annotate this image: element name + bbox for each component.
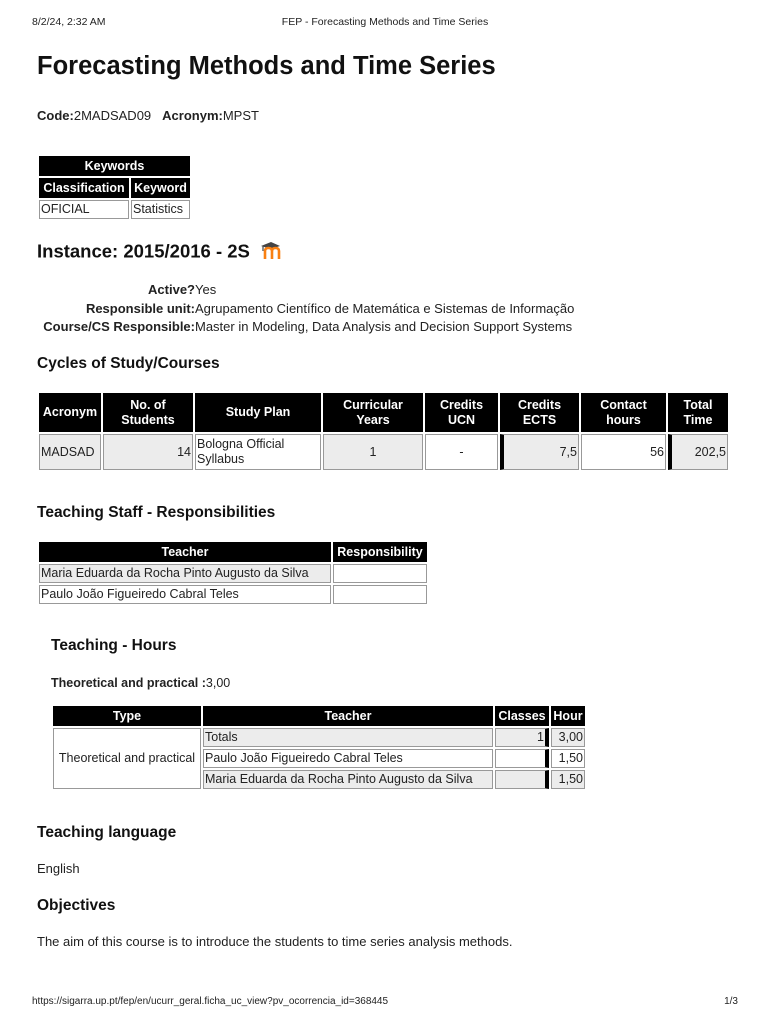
acronym-label: Acronym: [162, 108, 223, 123]
hours-teacher: Paulo João Figueiredo Cabral Teles [203, 749, 493, 768]
hours-table [51, 704, 587, 791]
cycles-header-credits-ucn: Credits UCN [425, 393, 498, 432]
hours-teacher: Totals [203, 728, 493, 747]
table-row [53, 728, 585, 747]
cycles-header-curricular-years: Curricular Years [323, 393, 423, 432]
hours-hour: 1,50 [551, 770, 585, 789]
hours-teacher: Maria Eduarda da Rocha Pinto Augusto da Silva [203, 770, 493, 789]
info-course-responsible [0, 319, 768, 337]
acronym-value: MPST [222, 108, 259, 123]
theoretical-practical-line [51, 676, 230, 690]
hours-header-classes: Classes [495, 706, 549, 726]
language-heading: Teaching language [37, 824, 177, 841]
course-responsible-label: Course/CS Responsible: [43, 319, 195, 334]
hours-classes [495, 749, 549, 768]
table-row [39, 585, 427, 604]
cycles-cell-curricular-years: 1 [323, 434, 423, 470]
cycles-header-students: No. of Students [103, 393, 193, 432]
cycles-header-credits-ects: Credits ECTS [500, 393, 579, 432]
staff-teacher: Paulo João Figueiredo Cabral Teles [39, 585, 331, 604]
staff-teacher: Maria Eduarda da Rocha Pinto Augusto da Silva [39, 564, 331, 583]
print-url: https://sigarra.up.pt/fep/en/ucurr_geral.ficha_uc_view?pv_ocorrencia_id=368445 [32, 996, 389, 1007]
keyword-value: Statistics [131, 200, 190, 219]
hours-header-teacher: Teacher [203, 706, 493, 726]
keywords-header-keyword: Keyword [131, 178, 190, 198]
cycles-cell-students: 14 [103, 434, 193, 470]
responsible-unit-value: Agrupamento Científico de Matemática e Sistemas de Informação [195, 301, 575, 316]
tp-label: Theoretical and practical : [51, 676, 206, 690]
print-header [32, 16, 738, 32]
keywords-header-classification: Classification [39, 178, 129, 198]
table-row [39, 200, 190, 219]
cycles-header-total-time: Total Time [668, 393, 728, 432]
course-responsible-value: Master in Modeling, Data Analysis and Decision Support Systems [195, 319, 573, 334]
tp-value: 3,00 [205, 676, 231, 690]
hours-hour: 3,00 [551, 728, 585, 747]
cycles-header-acronym: Acronym [39, 393, 101, 432]
responsible-unit-label: Responsible unit: [85, 301, 195, 316]
cycles-cell-credits-ects: 7,5 [500, 434, 579, 470]
cycles-cell-credits-ucn: - [425, 434, 498, 470]
objectives-text: The aim of this course is to introduce the students to time series analysis methods. [37, 934, 513, 949]
staff-heading: Teaching Staff - Responsibilities [37, 504, 276, 521]
active-value: Yes [195, 282, 217, 297]
cycles-table [37, 391, 730, 472]
objectives-heading: Objectives [37, 897, 116, 914]
keywords-title: Keywords [39, 156, 190, 176]
print-footer [32, 996, 738, 1010]
hours-heading: Teaching - Hours [51, 637, 177, 654]
hours-hour: 1,50 [551, 749, 585, 768]
moodle-icon[interactable] [259, 240, 283, 265]
staff-table [37, 540, 429, 606]
staff-responsibility [333, 564, 427, 583]
staff-header-teacher: Teacher [39, 542, 331, 562]
print-datetime: 8/2/24, 2:32 AM [32, 16, 106, 28]
cycles-header-study-plan: Study Plan [195, 393, 321, 432]
hours-type: Theoretical and practical [53, 728, 201, 789]
table-row [39, 564, 427, 583]
cycles-header-contact-hours: Contact hours [581, 393, 666, 432]
keywords-table [37, 154, 192, 221]
code-value: 2MADSAD09 [73, 108, 152, 123]
cycles-cell-contact-hours: 56 [581, 434, 666, 470]
table-row [39, 434, 728, 470]
cycles-cell-acronym: MADSAD [39, 434, 101, 470]
hours-header-type: Type [53, 706, 201, 726]
staff-header-responsibility: Responsibility [333, 542, 427, 562]
hours-classes: 1 [495, 728, 549, 747]
page-counter: 1/3 [724, 996, 738, 1007]
keyword-classification: OFICIAL [39, 200, 129, 219]
instance-title [37, 240, 283, 265]
page-title: Forecasting Methods and Time Series [37, 52, 496, 80]
code-acronym-line [37, 108, 259, 123]
cycles-cell-total-time: 202,5 [668, 434, 728, 470]
info-responsible-unit [0, 301, 768, 319]
active-label: Active? [148, 282, 195, 297]
staff-responsibility [333, 585, 427, 604]
cycles-cell-study-plan: Bologna Official Syllabus [195, 434, 321, 470]
hours-header-hour: Hour [551, 706, 585, 726]
language-value: English [37, 861, 80, 876]
cycles-heading: Cycles of Study/Courses [37, 355, 220, 372]
code-label: Code: [37, 108, 74, 123]
hours-classes [495, 770, 549, 789]
instance-label: Instance: 2015/2016 - 2S [37, 240, 250, 262]
info-active [0, 282, 768, 300]
print-page-title: FEP - Forecasting Methods and Time Series [281, 16, 489, 28]
